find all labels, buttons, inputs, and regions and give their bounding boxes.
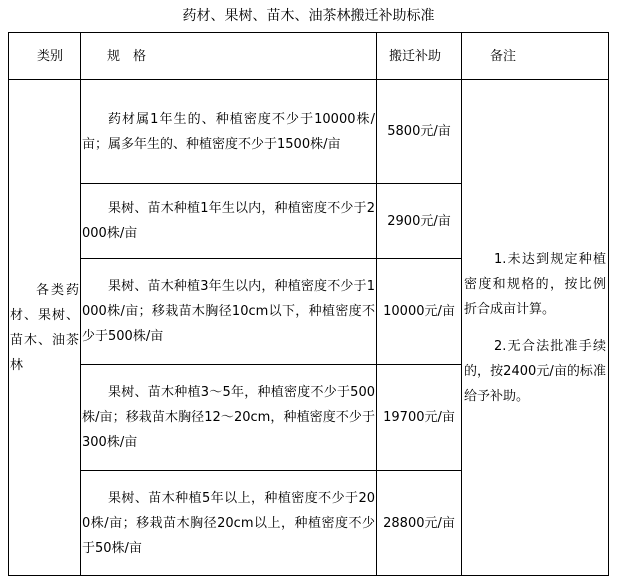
header-category: 类别: [9, 33, 81, 80]
spec-cell: [81, 80, 377, 184]
spec-text: 果树、苗木种植3～5年，种植密度不少于500株/亩；移栽苗木胸径12～20cm，种植密度不少于300株/亩: [82, 385, 375, 450]
remark-cell: [462, 80, 609, 576]
subsidy-table: [8, 32, 609, 576]
subsidy-cell: 28800元/亩: [377, 471, 462, 576]
spec-cell: [81, 365, 377, 471]
header-remark: 备注: [462, 33, 609, 80]
spec-text: 果树、苗木种植3年生以内，种植密度不少于1000株/亩；移栽苗木胸径10cm以下，种植密度不少于500株/亩: [82, 279, 375, 344]
category-text: 各类药材、果树、苗木、油茶林: [10, 282, 79, 373]
category-cell: [9, 80, 81, 576]
spec-text: 果树、苗木种植1年生以内，种植密度不少于2000株/亩: [82, 201, 375, 241]
spec-cell: [81, 259, 377, 365]
subsidy-cell: 19700元/亩: [377, 365, 462, 471]
remark-item: 1.未达到规定种植密度和规格的，按比例折合成亩计算。: [464, 251, 606, 317]
spec-text: 药材属1年生的、种植密度不少于10000株/亩；属多年生的、种植密度不少于1500株/亩: [82, 111, 375, 152]
spec-cell: [81, 471, 377, 576]
subsidy-cell: 5800元/亩: [377, 80, 462, 184]
spec-text: 果树、苗木种植5年以上，种植密度不少于200株/亩；移栽苗木胸径20cm以上，种植密度不少于50株/亩: [82, 490, 375, 556]
header-spec: 规 格: [81, 33, 377, 80]
table-row: [9, 80, 609, 184]
header-subsidy: 搬迁补助: [377, 33, 462, 80]
header-row: [9, 33, 609, 80]
document-title: 药材、果树、苗木、油茶林搬迁补助标准: [182, 8, 435, 24]
subsidy-cell: 10000元/亩: [377, 259, 462, 365]
remark-item: 2.无合法批准手续的，按2400元/亩的标准给予补助。: [464, 338, 606, 404]
spec-cell: [81, 184, 377, 259]
subsidy-cell: 2900元/亩: [377, 184, 462, 259]
